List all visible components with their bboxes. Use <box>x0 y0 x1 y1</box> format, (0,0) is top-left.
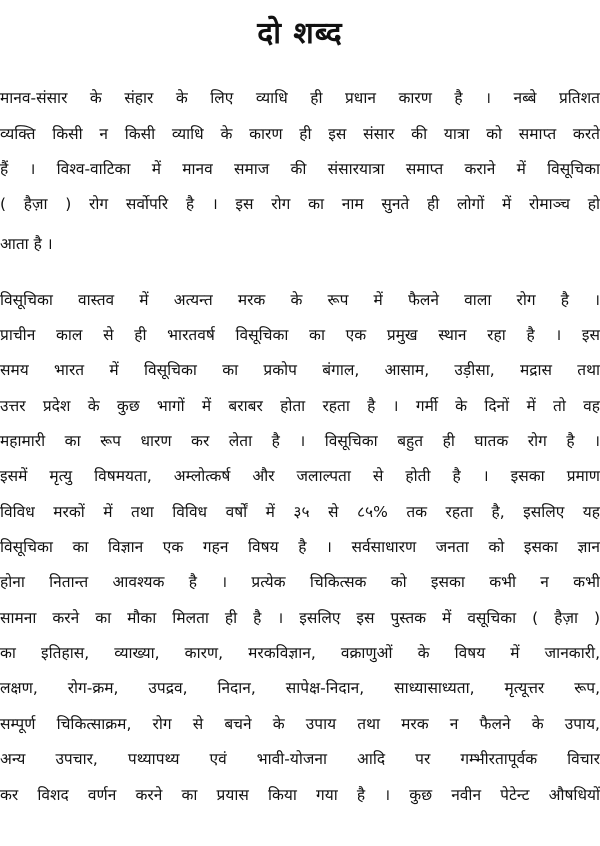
text-line: कर विशद वर्णन करने का प्रयास किया गया है । कुछ नवीन पेटेन्ट औषधियों <box>0 786 600 804</box>
page-title: दो शब्द <box>257 16 343 51</box>
text-line: आता है । <box>0 235 53 253</box>
text-line: का इतिहास, व्याख्या, कारण, मरकविज्ञान, वक्राणुओं के विषय में जानकारी, <box>0 644 600 662</box>
text-line: मानव-संसार के संहार के लिए व्याधि ही प्रधान कारण है । नब्बे प्रतिशत <box>0 89 600 107</box>
text-line: समय भारत में विसूचिका का प्रकोप बंगाल, आसाम, उड़ीसा, मद्रास तथा <box>0 361 600 379</box>
text-line: विसूचिका का विज्ञान एक गहन विषय है । सर्वसाधारण जनता को इसका ज्ञान <box>0 538 600 556</box>
text-line: व्यक्ति किसी न किसी व्याधि के कारण ही इस संसार की यात्रा को समाप्त करते <box>0 125 600 143</box>
text-line: प्राचीन काल से ही भारतवर्ष विसूचिका का एक प्रमुख स्थान रहा है । इस <box>0 326 600 344</box>
text-line: सामना करने का मौका मिलता ही है । इसलिए इस पुस्तक में वसूचिका ( हैज़ा ) <box>0 609 600 627</box>
text-line: विविध मरकों में तथा विविध वर्षों में ३५ से ८५% तक रहता है, इसलिए यह <box>0 503 600 521</box>
text-line: महामारी का रूप धारण कर लेता है । विसूचिका बहुत ही घातक रोग है । <box>0 432 600 450</box>
text-line: लक्षण, रोग-क्रम, उपद्रव, निदान, सापेक्ष-निदान, साध्यासाध्यता, मृत्यूत्तर रूप, <box>0 679 600 697</box>
text-line: अन्य उपचार, पथ्यापथ्य एवं भावी-योजना आदि पर गम्भीरतापूर्वक विचार <box>0 750 600 768</box>
text-line: विसूचिका वास्तव में अत्यन्त मरक के रूप में फैलने वाला रोग है । <box>0 291 600 309</box>
text-line: उत्तर प्रदेश के कुछ भागों में बराबर होता रहता है । गर्मी के दिनों में तो वह <box>0 397 600 415</box>
text-line: होना नितान्त आवश्यक है । प्रत्येक चिकित्सक को इसका कभी न कभी <box>0 573 600 591</box>
text-line: इसमें मृत्यु विषमयता, अम्लोत्कर्ष और जलाल्पता से होती है । इसका प्रमाण <box>0 467 600 485</box>
text-line: ( हैज़ा ) रोग सर्वोपरि है । इस रोग का नाम सुनते ही लोगों में रोमाञ्च हो <box>0 195 600 213</box>
text-line: सम्पूर्ण चिकित्साक्रम, रोग से बचने के उपाय तथा मरक न फैलने के उपाय, <box>0 715 600 733</box>
text-line: हैं । विश्व-वाटिका में मानव समाज की संसारयात्रा समाप्त कराने में विसूचिका <box>0 160 600 178</box>
